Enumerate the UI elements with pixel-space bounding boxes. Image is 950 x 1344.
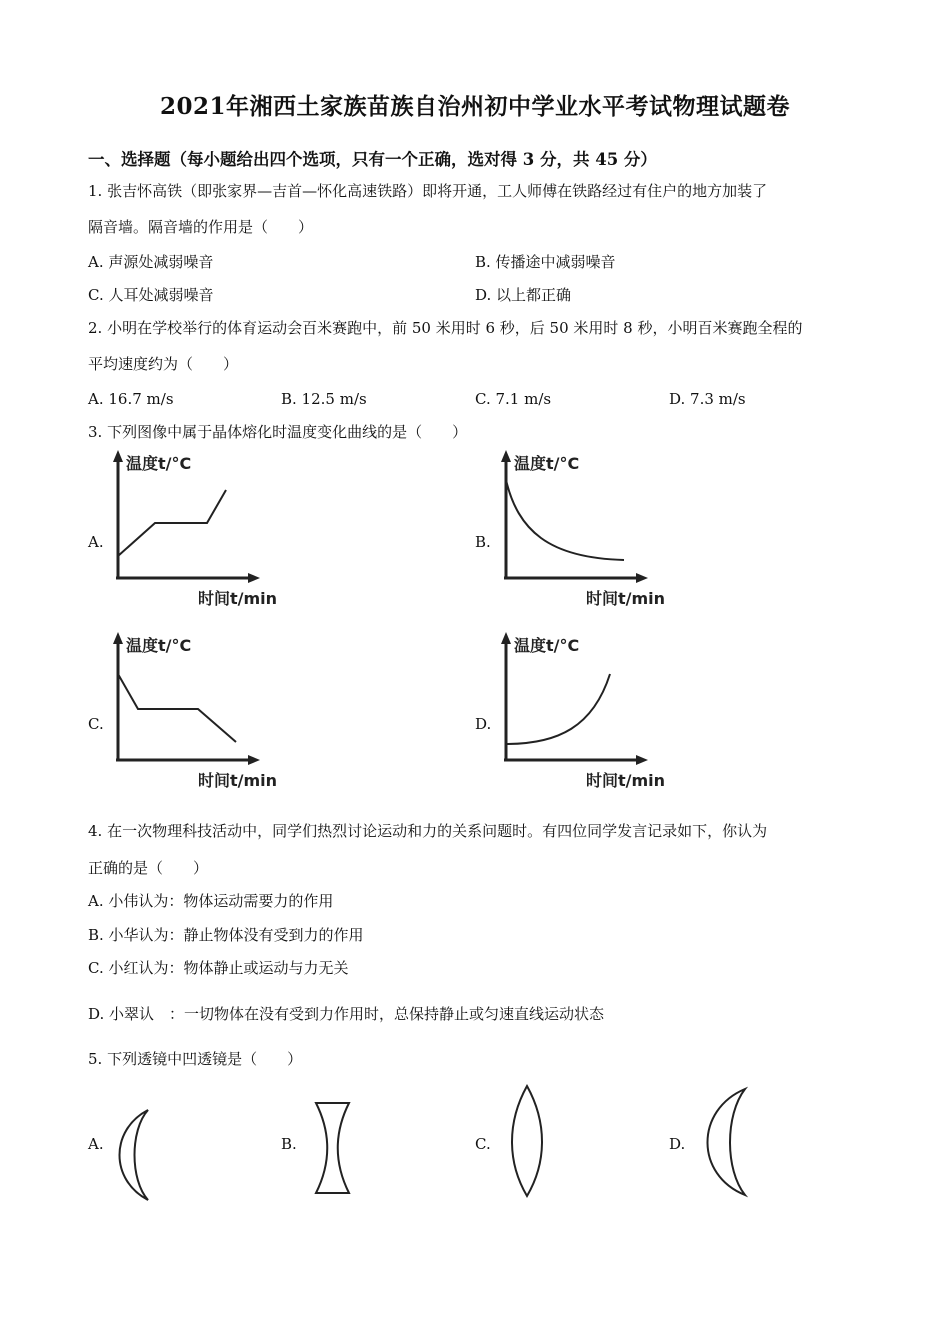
- q1-stem-line2: 隔音墙。隔音墙的作用是（ ）: [88, 218, 314, 236]
- x-axis-arrow: [248, 755, 260, 765]
- x-axis-arrow: [248, 573, 260, 583]
- q4-stem-line2: 正确的是（ ）: [88, 859, 209, 877]
- q1-option-d: D. 以上都正确: [475, 286, 572, 304]
- q3-c-y-label: 温度t/°C: [126, 636, 192, 655]
- q5-option-a-letter: A.: [88, 1135, 104, 1153]
- q4-stem-line1: 4. 在一次物理科技活动中，同学们热烈讨论运动和力的关系问题时。有四位同学发言记录如下，你认为: [88, 822, 768, 840]
- meniscus-lens-shape: [120, 1110, 149, 1200]
- q2-stem-line1: 2. 小明在学校举行的体育运动会百米赛跑中，前 50 米用时 6 秒，后 50 米用时 8 秒，小明百米赛跑全程的: [88, 319, 803, 337]
- q5-lens-d: [695, 1085, 755, 1200]
- q1-option-a: A. 声源处减弱噪音: [88, 253, 214, 271]
- q5-option-b-letter: B.: [281, 1135, 297, 1153]
- q4-option-c: C. 小红认为：物体静止或运动与力无关: [88, 959, 349, 977]
- q3-d-x-label: 时间t/min: [586, 771, 666, 790]
- convex-lens-shape: [512, 1086, 542, 1196]
- q1-option-c: C. 人耳处减弱噪音: [88, 286, 214, 304]
- q5-lens-c: [502, 1082, 552, 1202]
- q3-b-y-label: 温度t/°C: [514, 454, 580, 473]
- q5-lens-b: [310, 1098, 355, 1198]
- q3-a-y-label: 温度t/°C: [126, 454, 192, 473]
- y-axis-arrow: [113, 450, 123, 462]
- q3-option-d-letter: D.: [475, 715, 492, 733]
- section-heading: 一、选择题（每小题给出四个选项，只有一个正确，选对得 3 分，共 45 分）: [88, 150, 657, 169]
- q3-b-x-label: 时间t/min: [586, 589, 666, 608]
- q3-option-b-letter: B.: [475, 533, 491, 551]
- page-title: 2021年湘西土家族苗族自治州初中学业水平考试物理试题卷: [159, 93, 790, 120]
- q5-option-d-letter: D.: [669, 1135, 686, 1153]
- solidification-curve: [118, 674, 236, 742]
- q5-stem: 5. 下列透镜中凹透镜是（ ）: [88, 1050, 303, 1068]
- q3-option-a-letter: A.: [88, 533, 104, 551]
- y-axis-arrow: [113, 632, 123, 644]
- q2-option-d: D. 7.3 m/s: [669, 390, 746, 408]
- q2-option-a: A. 16.7 m/s: [88, 390, 174, 408]
- q2-stem-line2: 平均速度约为（ ）: [88, 355, 239, 373]
- q1-option-b: B. 传播途中减弱噪音: [475, 253, 616, 271]
- q3-d-y-label: 温度t/°C: [514, 636, 580, 655]
- q5-lens-a: [105, 1105, 155, 1205]
- y-axis-arrow: [501, 450, 511, 462]
- q2-option-b: B. 12.5 m/s: [281, 390, 367, 408]
- q1-stem-line1: 1. 张吉怀高铁（即张家界—吉首—怀化高速铁路）即将开通，工人师傅在铁路经过有住户的地方加装了: [88, 182, 768, 200]
- x-axis-arrow: [636, 573, 648, 583]
- q3-stem: 3. 下列图像中属于晶体熔化时温度变化曲线的是（ ）: [88, 423, 468, 441]
- y-axis-arrow: [501, 632, 511, 644]
- q3-a-x-label: 时间t/min: [198, 589, 278, 608]
- meniscus-lens-shape: [708, 1089, 746, 1195]
- q4-option-d: D. 小翠认 ：一切物体在没有受到力作用时，总保持静止或匀速直线运动状态: [88, 1005, 605, 1023]
- concave-lens-shape: [316, 1103, 349, 1193]
- q3-option-c-letter: C.: [88, 715, 104, 733]
- cooling-curve: [506, 480, 624, 560]
- x-axis-arrow: [636, 755, 648, 765]
- melting-curve: [118, 490, 226, 556]
- heating-curve: [506, 674, 610, 744]
- q4-option-a: A. 小伟认为：物体运动需要力的作用: [88, 892, 334, 910]
- q4-option-b: B. 小华认为：静止物体没有受到力的作用: [88, 926, 364, 944]
- q2-option-c: C. 7.1 m/s: [475, 390, 552, 408]
- q3-c-x-label: 时间t/min: [198, 771, 278, 790]
- q5-option-c-letter: C.: [475, 1135, 491, 1153]
